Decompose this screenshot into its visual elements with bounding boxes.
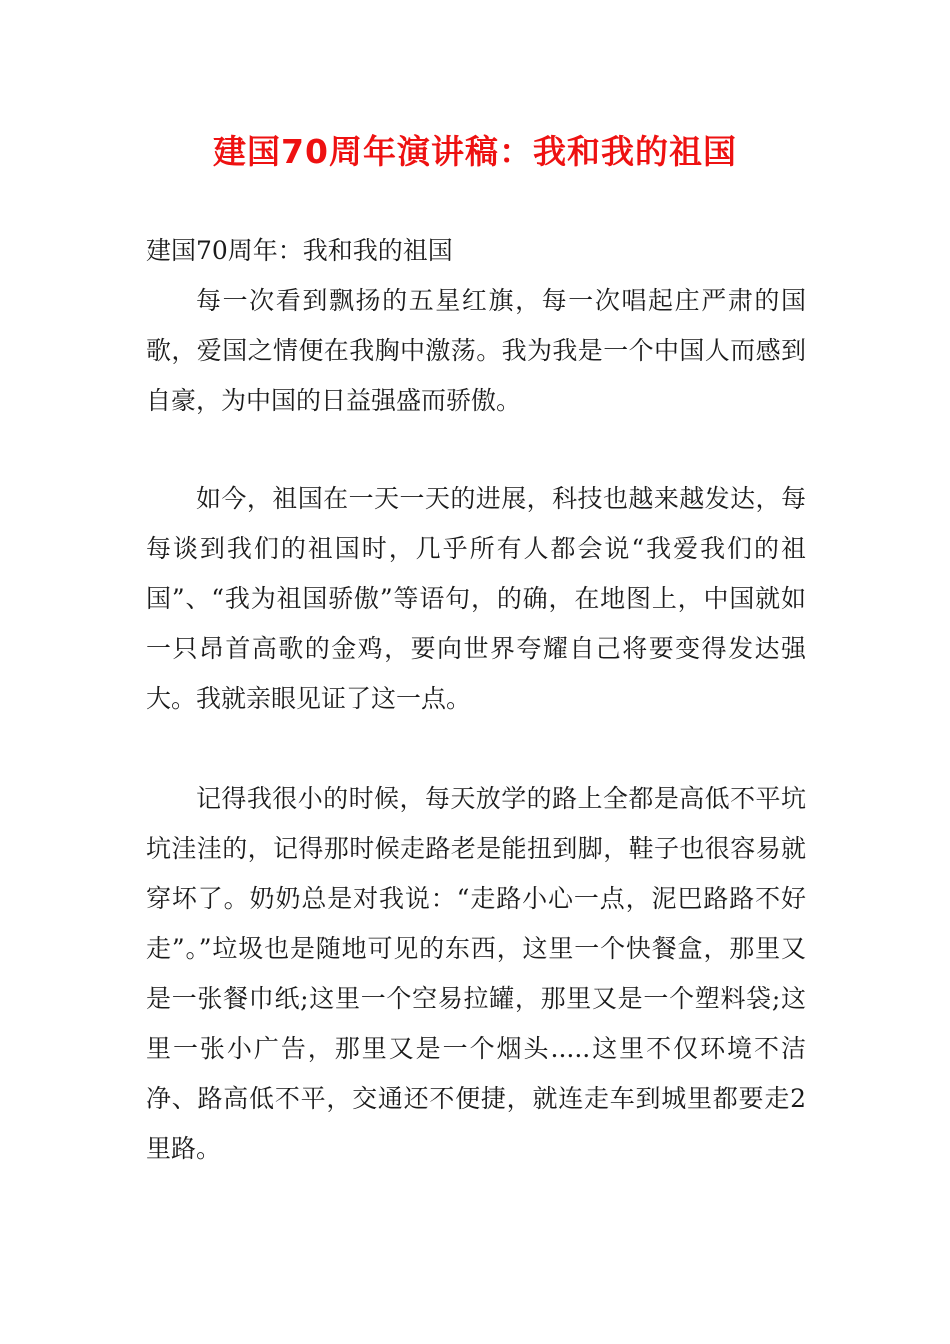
document-title: 建国70周年演讲稿：我和我的祖国 [213,132,737,171]
paragraph-2 [146,474,806,724]
paragraph-text: 如今，祖国在一天一天的进展，科技也越来越发达，每每谈到我们的祖国时，几乎所有人都会说“我爱我们的祖国”、“我为祖国骄傲”等语句，的确，在地图上，中国就如一只昂首高歌的金鸡，要向世界夸耀自己将要变得发达强大。我就亲眼见证了这一点。 [146,484,806,713]
document-subtitle: 建国70周年：我和我的祖国 [146,236,453,265]
paragraph-text: 每一次看到飘扬的五星红旗，每一次唱起庄严肃的国歌，爱国之情便在我胸中激荡。我为我是一个中国人而感到自豪，为中国的日益强盛而骄傲。 [146,286,806,415]
paragraph-1 [146,276,806,426]
paragraph-text: 记得我很小的时候，每天放学的路上全都是高低不平坑坑洼洼的，记得那时候走路老是能扭到脚，鞋子也很容易就穿坏了。奶奶总是对我说：“走路小心一点，泥巴路路不好走”。”垃圾也是随地可见的东西，这里一个快餐盒，那里又是一张餐巾纸;这里一个空易拉罐，那里又是一个塑料袋;这里一张小广告，那里又是一个烟头.....这里不仅环境不洁净、路高低不平，交通还不便捷，就连走车到城里都要走2里路。 [146,784,806,1163]
paragraph-3 [146,774,806,1174]
